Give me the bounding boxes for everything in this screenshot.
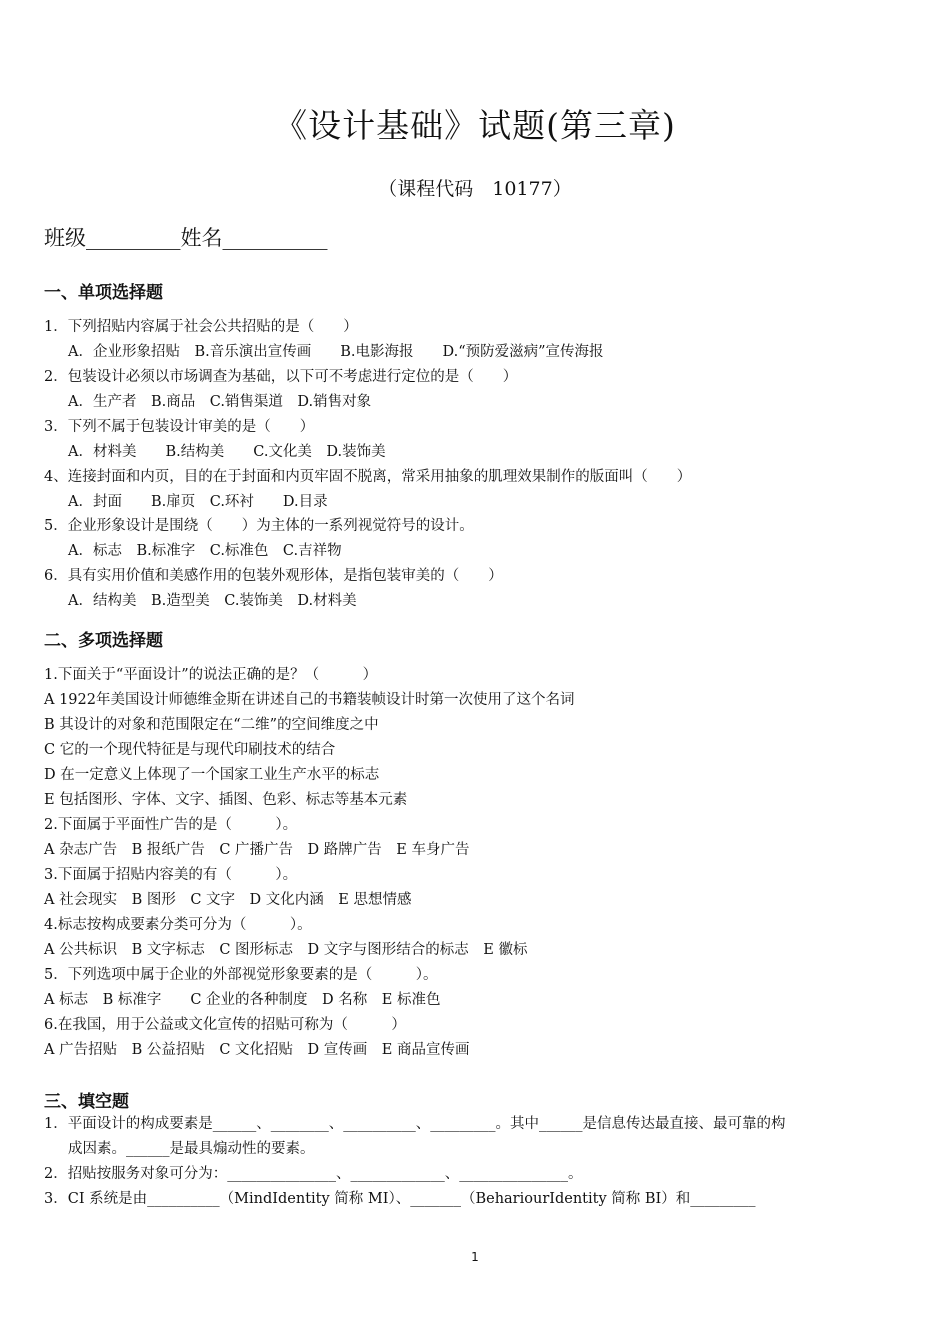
- question-line: 1．下列招贴内容属于社会公共招贴的是（ ）: [44, 319, 358, 335]
- options-line: A 1922年美国设计师德维金斯在讲述自己的书籍装帧设计时第一次使用了这个名词: [44, 692, 575, 708]
- options-line: A 社会现实 B 图形 C 文字 D 文化内涵 E 思想情感: [44, 892, 412, 908]
- options-line: D 在一定意义上体现了一个国家工业生产水平的标志: [44, 767, 380, 783]
- question-line: 2.下面属于平面性广告的是（ ）。: [44, 817, 298, 833]
- options-line: A．结构美 B.造型美 C.装饰美 D.材料美: [68, 593, 357, 609]
- class-name-line: 班级_________姓名__________: [44, 226, 328, 250]
- question-line: 3．下列不属于包装设计审美的是（ ）: [44, 419, 315, 435]
- options-line: A．生产者 B.商品 C.销售渠道 D.销售对象: [68, 394, 372, 410]
- course-code: （课程代码 10177）: [378, 178, 572, 200]
- question-line: 4.标志按构成要素分类可分为（ ）。: [44, 917, 312, 933]
- question-line: 1.下面关于“平面设计”的说法正确的是？（ ）: [44, 667, 378, 683]
- options-line: A 广告招贴 B 公益招贴 C 文化招贴 D 宣传画 E 商品宣传画: [44, 1042, 470, 1058]
- question-line: 6.在我国，用于公益或文化宣传的招贴可称为（ ）: [44, 1017, 406, 1033]
- options-line: C 它的一个现代特征是与现代印刷技术的结合: [44, 742, 336, 758]
- options-line: E 包括图形、字体、文字、插图、色彩、标志等基本元素: [44, 792, 408, 808]
- page-number: 1: [471, 1250, 479, 1264]
- options-line: A．材料美 B.结构美 C.文化美 D.装饰美: [68, 444, 386, 460]
- question-line: 5．下列选项中属于企业的外部视觉形象要素的是（ ）。: [44, 967, 438, 983]
- options-line: A．标志 B.标准字 C.标准色 C.吉祥物: [68, 543, 342, 559]
- page-title: 《设计基础》试题(第三章): [274, 106, 676, 145]
- question-continuation: 成因素。______是最具煽动性的要素。: [68, 1141, 315, 1157]
- question-line: 1．平面设计的构成要素是______、________、__________、_________。其中______是信息传达最直接、最可靠的构: [44, 1116, 786, 1132]
- question-line: 3.下面属于招贴内容美的有（ ）。: [44, 867, 298, 883]
- question-line: 5．企业形象设计是围绕（ ）为主体的一系列视觉符号的设计。: [44, 518, 474, 534]
- section-heading-fill-in: 三、填空题: [44, 1092, 129, 1112]
- section-heading-single-choice: 一、单项选择题: [44, 283, 163, 303]
- options-line: A 杂志广告 B 报纸广告 C 广播广告 D 路牌广告 E 车身广告: [44, 842, 470, 858]
- options-line: A．企业形象招贴 B.音乐演出宣传画 B.电影海报 D.“预防爱滋病”宣传海报: [68, 344, 604, 360]
- question-line: 4、连接封面和内页，目的在于封面和内页牢固不脱离，常采用抽象的肌理效果制作的版面叫（ ）: [44, 469, 692, 485]
- options-line: B 其设计的对象和范围限定在“二维”的空间维度之中: [44, 717, 379, 733]
- question-line: 6．具有实用价值和美感作用的包装外观形体，是指包装审美的（ ）: [44, 568, 503, 584]
- question-line: 2．包装设计必须以市场调查为基础，以下可不考虑进行定位的是（ ）: [44, 369, 518, 385]
- question-line: 3．CI 系统是由__________（MindIdentity 简称 MI）、_______（BehariourIdentity 简称 BI）和_________: [44, 1191, 756, 1207]
- question-line: 2．招贴按服务对象可分为：_______________、_____________、_______________。: [44, 1166, 583, 1182]
- section-heading-multiple-choice: 二、多项选择题: [44, 631, 163, 651]
- options-line: A 公共标识 B 文字标志 C 图形标志 D 文字与图形结合的标志 E 徽标: [44, 942, 528, 958]
- options-line: A．封面 B.扉页 C.环衬 D.目录: [68, 494, 328, 510]
- options-line: A 标志 B 标准字 C 企业的各种制度 D 名称 E 标准色: [44, 992, 441, 1008]
